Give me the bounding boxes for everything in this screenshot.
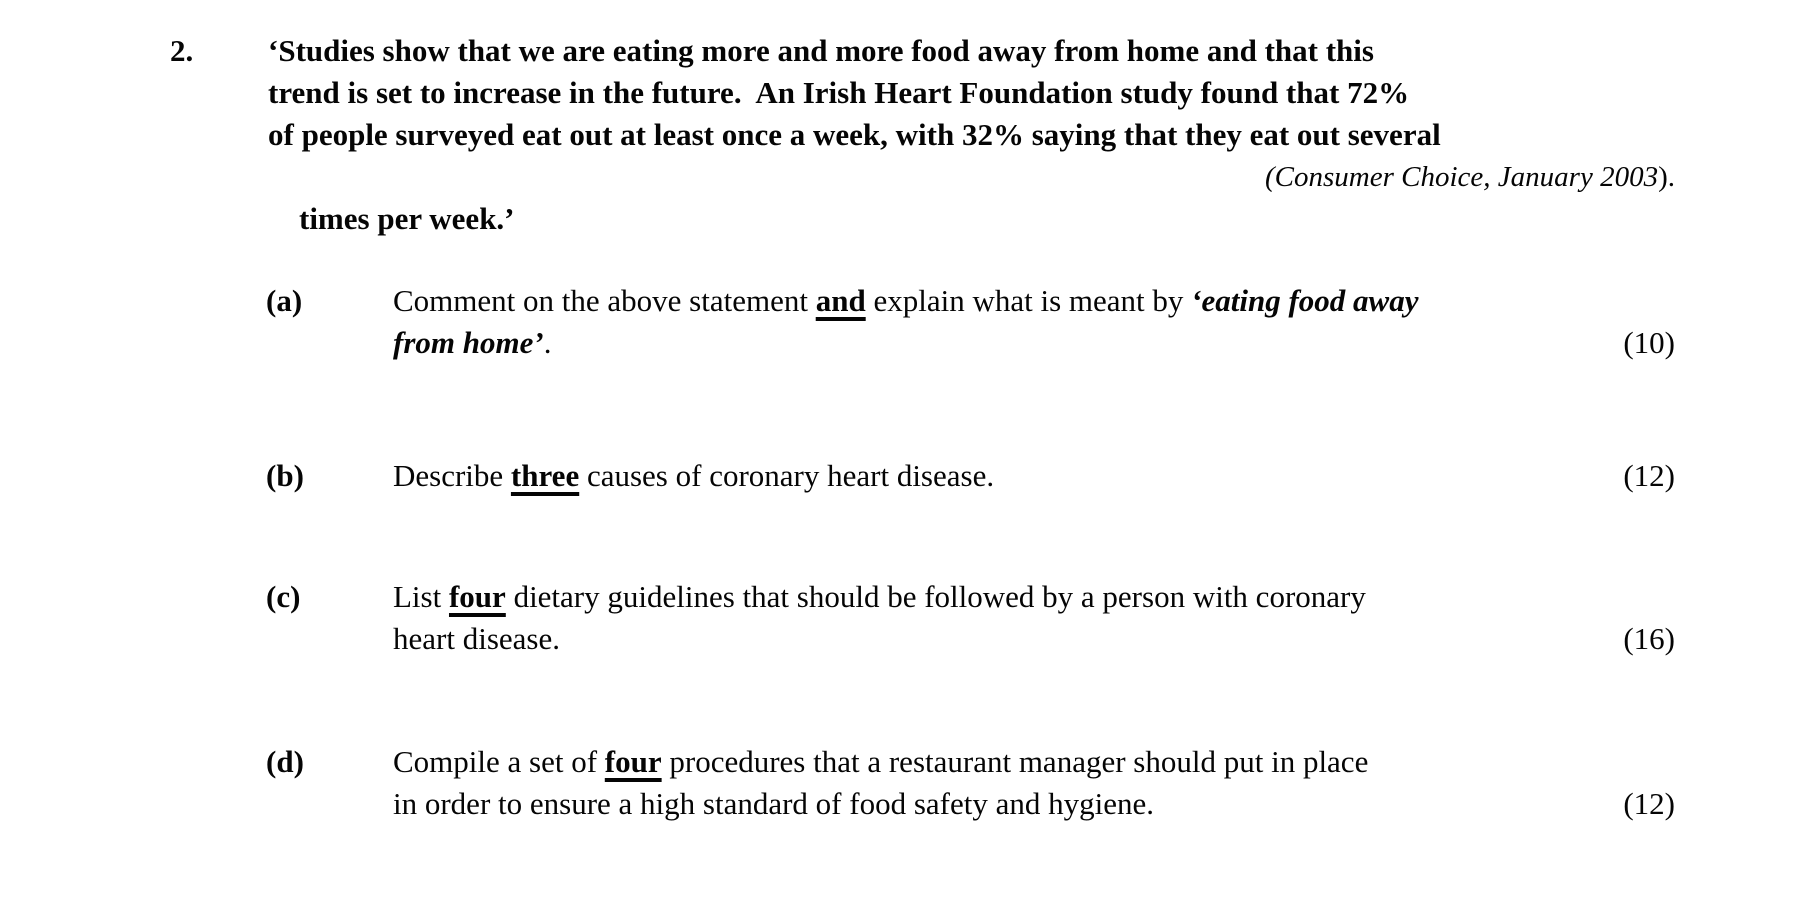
part-d-marks: (12) [1623,786,1675,821]
citation-suffix: ). [1658,161,1675,193]
statement-line-1: ‘Studies show that we are eating more and more food away from home and that this [268,33,1374,68]
question-number: 2. [170,33,194,68]
part-b-emphasized-word: three [510,458,580,493]
part-b-marks: (12) [1623,458,1675,493]
part-c-marks: (16) [1623,621,1675,656]
part-a-quoted-phrase-start: ‘eating food away [1191,283,1419,318]
part-d-emphasized-word: four [604,744,662,779]
part-b-line1-post: causes of coronary heart disease. [579,458,995,493]
part-a-label: (a) [266,283,303,318]
part-d-line1-post: procedures that a restaurant manager should put in place [661,744,1369,779]
question-part-b [266,455,1675,497]
statement-line-4-text: times per week.’ [299,201,515,236]
part-a-line-1 [393,280,1605,322]
part-c-line1-post: dietary guidelines that should be followed by a person with coronary [505,579,1366,614]
citation-source-text: (Consumer Choice, January 2003 [1265,161,1659,193]
statement-line-2: trend is set to increase in the future. An Irish Heart Foundation study found that 72% [268,75,1410,110]
part-c-emphasized-word: four [448,579,506,614]
question-part-a [266,280,1675,364]
source-citation [1265,156,1675,198]
part-a-line2-period: . [543,325,552,360]
part-b-text [393,455,1605,497]
part-c-text [393,576,1605,660]
part-a-line-2 [393,322,1605,364]
part-c-label: (c) [266,579,301,614]
statement-line-3: of people surveyed eat out at least once a week, with 32% saying that they eat out several [268,117,1441,152]
part-d-label: (d) [266,744,304,779]
part-d-line-2: in order to ensure a high standard of food safety and hygiene. [393,786,1154,821]
part-b-line-1 [393,455,1605,497]
part-a-marks: (10) [1623,325,1675,360]
part-d-text [393,741,1605,825]
part-a-line1-pre: Comment on the above statement [393,283,816,318]
part-a-quoted-phrase-end: from home’ [393,325,544,360]
part-a-text [393,280,1605,364]
question-part-c [266,576,1675,660]
part-a-emphasized-word: and [815,283,866,318]
part-c-line-2: heart disease. [393,621,560,656]
part-b-line1-pre: Describe [393,458,511,493]
question-part-d [266,741,1675,825]
part-d-line-1 [393,741,1605,783]
part-c-line-1 [393,576,1605,618]
part-a-line1-mid: explain what is meant by [865,283,1192,318]
part-b-label: (b) [266,458,304,493]
part-c-line1-pre: List [393,579,449,614]
part-d-line1-pre: Compile a set of [393,744,605,779]
